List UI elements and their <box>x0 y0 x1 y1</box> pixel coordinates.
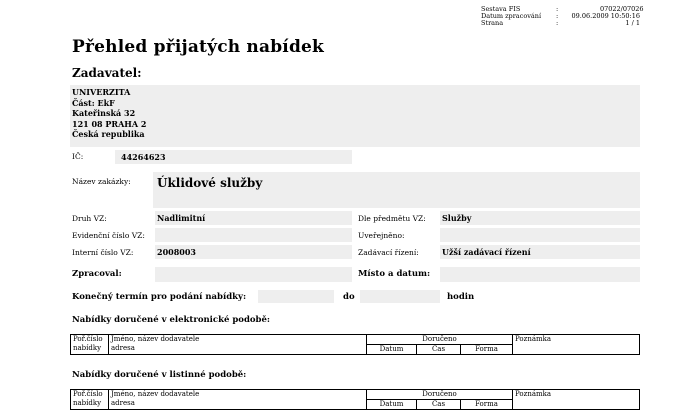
evid-label: Evidenční číslo VZ: <box>72 231 145 240</box>
deadline-do: do <box>343 292 355 302</box>
uverejneno-label: Uveřejněno: <box>358 231 405 240</box>
delivered-header: Doručeno <box>367 390 513 400</box>
contract-name-label: Název zakázky: <box>72 177 131 186</box>
deadline-label: Konečný termín pro podání nabídky: <box>72 292 247 302</box>
rizeni-value: Užší zadávací řízení <box>442 247 531 257</box>
meta-colon: : <box>556 5 559 13</box>
header-text: adresa <box>111 344 135 352</box>
uverejneno-box <box>440 228 640 242</box>
header-text: Jméno, název dodavatele <box>111 335 200 343</box>
form-header: Forma <box>461 345 513 355</box>
paper-offers-heading: Nabídky doručené v listinné podobě: <box>72 370 247 380</box>
time-header: Čas <box>417 345 461 355</box>
ic-label: IČ: <box>72 152 84 161</box>
meta-colon: : <box>556 19 559 27</box>
header-text: Jméno, název dodavatele <box>111 390 200 398</box>
submitter-address <box>72 87 146 140</box>
form-header: Forma <box>461 400 513 410</box>
note-header: Poznámka <box>513 335 640 355</box>
submitter-line: Česká republika <box>72 129 145 139</box>
ic-value: 44264623 <box>121 152 166 162</box>
date-header: Datum <box>367 345 417 355</box>
predmet-label: Dle předmětu VZ: <box>358 214 426 223</box>
delivered-header: Doručeno <box>367 335 513 345</box>
predmet-value: Služby <box>442 213 472 223</box>
contract-name-value: Úklidové služby <box>157 176 263 190</box>
submitter-line: 121 08 PRAHA 2 <box>72 118 147 129</box>
header-text: Poř.číslo <box>73 335 103 343</box>
report-set-label: Sestava FIS <box>481 5 521 13</box>
page-label: Strana <box>481 19 504 27</box>
order-number-header <box>71 335 109 355</box>
interni-value: 2008003 <box>157 247 196 257</box>
date-header: Datum <box>367 400 417 410</box>
zpracoval-label: Zpracoval: <box>72 269 122 279</box>
evid-box <box>155 228 352 242</box>
submitter-line: UNIVERZITA <box>72 87 131 97</box>
processing-date-value: 09.06.2009 10:50:16 <box>571 12 640 20</box>
rizeni-label: Zadávací řízení: <box>358 248 419 257</box>
processing-date-label: Datum zpracování <box>481 12 542 20</box>
submitter-line: Kateřinská 32 <box>72 108 136 118</box>
submitter-box <box>70 85 640 147</box>
deadline-time-box <box>360 290 440 303</box>
header-text: nabídky <box>73 344 102 352</box>
misto-box <box>440 267 640 282</box>
supplier-header <box>109 390 367 410</box>
druh-label: Druh VZ: <box>72 214 107 223</box>
electronic-offers-table <box>70 334 640 355</box>
interni-label: Interní číslo VZ: <box>72 248 134 257</box>
misto-label: Místo a datum: <box>358 269 431 279</box>
time-header: Čas <box>417 400 461 410</box>
submitter-line: Část: EkF <box>72 97 115 108</box>
electronic-offers-heading: Nabídky doručené v elektronické podobě: <box>72 315 271 325</box>
page-value: 1 / 1 <box>625 19 640 27</box>
submitter-heading: Zadavatel: <box>72 66 142 80</box>
order-number-header <box>71 390 109 410</box>
zpracoval-box <box>155 267 352 282</box>
header-text: nabídky <box>73 399 102 407</box>
deadline-hodin: hodin <box>447 292 475 302</box>
header-text: adresa <box>111 399 135 407</box>
deadline-date-box <box>258 290 334 303</box>
report-set-value: 07022/07026 <box>600 5 644 13</box>
supplier-header <box>109 335 367 355</box>
meta-colon: : <box>556 12 559 20</box>
header-text: Poř.číslo <box>73 390 103 398</box>
paper-offers-table <box>70 389 640 410</box>
note-header: Poznámka <box>513 390 640 410</box>
druh-value: Nadlimitní <box>157 213 206 223</box>
page-title: Přehled přijatých nabídek <box>72 37 325 57</box>
